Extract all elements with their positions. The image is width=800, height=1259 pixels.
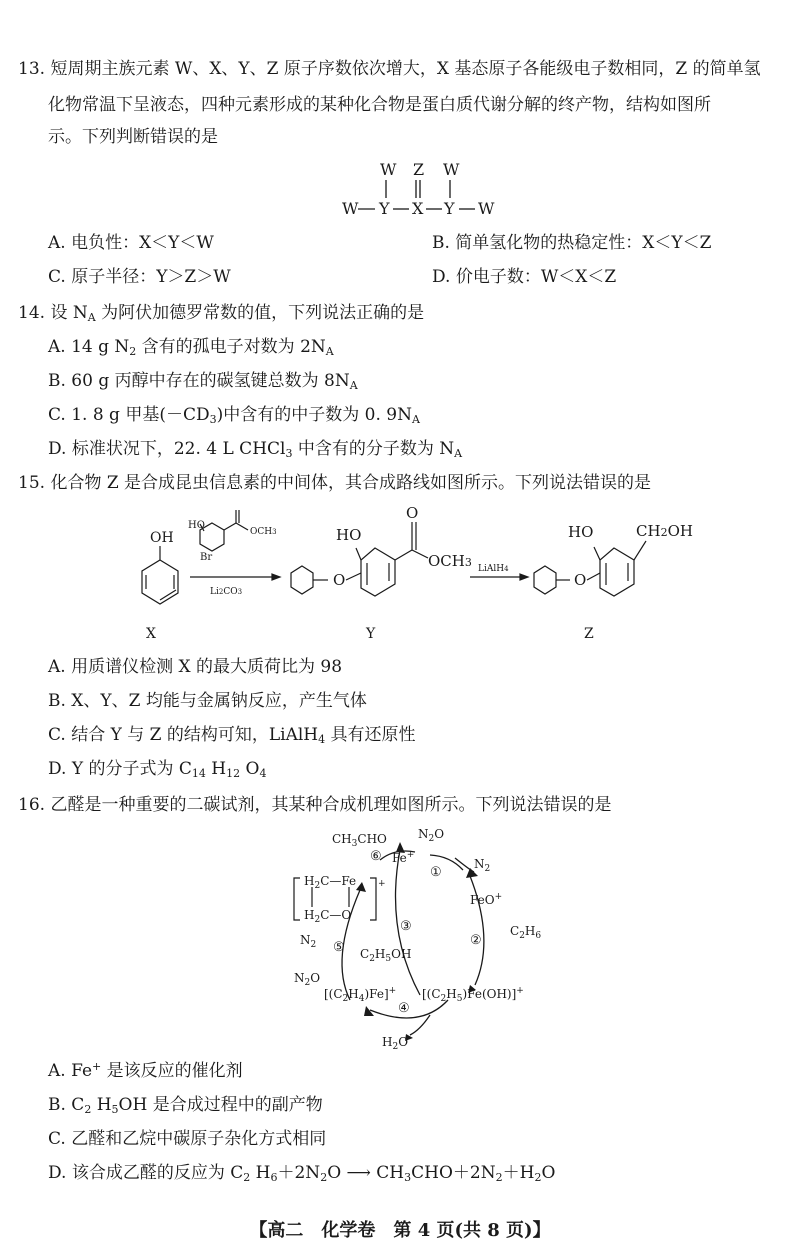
cycle-n2o-top: $N_2O$: [418, 827, 445, 844]
q16-option-c: C. 乙醛和乙烷中碳原子杂化方式相同: [48, 1129, 327, 1149]
q13-stem-line3: 示。下列判断错误的是: [48, 127, 218, 147]
q16-option-b: B. $C_2$ $H_5OH$ 是合成过程中的副产物: [48, 1095, 323, 1116]
q16-option-a: A. Fe+ 是该反应的催化剂: [48, 1060, 243, 1081]
step-4: ④: [398, 1001, 410, 1016]
q16-stem: 16. 乙醛是一种重要的二碳试剂，其某种合成机理如图所示。下列说法错误的是: [18, 795, 612, 815]
q13-structure: [342, 160, 495, 218]
struct-w-top-right: W: [443, 160, 460, 179]
q13-stem-line1: 13. 短周期主族元素 W、X、Y、Z 原子序数依次增大，X 基态原子各能级电子数相同，Z 的简单氢: [18, 59, 761, 79]
q14-option-c: C. 1. 8 g 甲基$(-CD_3)$中含有的中子数为 0. $9N_A$: [48, 405, 420, 426]
step-3: ③: [400, 919, 412, 934]
struct-w-left: W: [342, 199, 359, 218]
q15-scheme: [142, 504, 693, 642]
cycle-n2-right: $N_2$: [474, 857, 491, 874]
q14-option-b: B. 60 g 丙醇中存在的碳氢键总数为 $8N_A$: [48, 371, 358, 392]
cycle-fe-plus: Fe+: [392, 850, 415, 865]
label-z: Z: [584, 626, 594, 642]
y-carbonyl-o: O: [406, 504, 419, 522]
reagent-lialh4: LiAlH4: [478, 564, 509, 574]
x-oh: OH: [150, 530, 174, 546]
reagent-och3-small: OCH3: [250, 527, 277, 537]
q13-option-d: D. 价电子数：W＜X＜Z: [432, 267, 617, 287]
y-och3: OCH3: [428, 552, 472, 570]
step-5: ⑤: [333, 940, 345, 955]
reagent-br: Br: [200, 552, 213, 563]
ring-bottom: $H_2C—O$: [304, 908, 352, 925]
q16-option-d: D. 该合成乙醛的反应为 $C_2$ $H_6+2N_2O$ ⟶ $CH_3CHO+2N_2+H_2O$: [48, 1163, 556, 1184]
q14-stem: 14. 设 $N_A$ 为阿伏加德罗常数的值，下列说法正确的是: [18, 303, 425, 324]
q13-option-b: B. 简单氢化物的热稳定性：X＜Y＜Z: [432, 233, 712, 253]
q13-option-a: A. 电负性：X＜Y＜W: [48, 233, 214, 253]
struct-x: X: [412, 199, 424, 218]
struct-y-left: Y: [379, 199, 390, 218]
struct-w-top-left: W: [380, 160, 397, 179]
q13-stem-line2: 化物常温下呈液态，四种元素形成的某种化合物是蛋白质代谢分解的终产物，结构如图所: [48, 95, 711, 115]
q15-option-a: A. 用质谱仪检测 X 的最大质荷比为 98: [48, 657, 343, 677]
step-2: ②: [470, 933, 482, 948]
q16-cycle: [294, 827, 541, 1052]
struct-y-right: Y: [444, 199, 455, 218]
cycle-c2h6: $C_2H_6$: [510, 924, 542, 941]
cycle-intermediate-1: $[(C_2H_4)Fe]^+$: [324, 986, 397, 1004]
label-x: X: [146, 626, 156, 642]
cycle-feo-plus: FeO+: [470, 892, 503, 907]
cycle-h2o: $H_2O$: [382, 1035, 409, 1052]
z-ho: HO: [568, 523, 594, 541]
ring-top: $H_2C—Fe$: [304, 874, 357, 891]
struct-w-right: W: [478, 199, 495, 218]
struct-z-top: Z: [413, 160, 425, 179]
q15-stem: 15. 化合物 Z 是合成昆虫信息素的中间体，其合成路线如图所示。下列说法错误的是: [18, 473, 652, 493]
step-6: ⑥: [370, 849, 382, 864]
step-1: ①: [430, 865, 442, 880]
reagent-ho: HO: [188, 520, 205, 531]
q14-option-a: A. 14 g $N_2$ 含有的孤电子对数为 $2N_A$: [48, 337, 334, 358]
z-ether-o: O: [574, 571, 587, 589]
reagent-li2co3: Li2CO3: [210, 587, 243, 597]
ring-plus: +: [378, 879, 386, 889]
page-footer: 【高二 化学卷 第 4 页(共 8 页)】: [249, 1220, 551, 1241]
cycle-intermediate-2: $[(C_2H_5)Fe(OH)]^+$: [422, 986, 524, 1004]
q15-option-c: C. 结合 Y 与 Z 的结构可知，LiAlH$_4$ 具有还原性: [48, 725, 416, 746]
q14-option-d: D. 标准状况下，22. 4 L CHCl$_3$ 中含有的分子数为 $N_A$: [48, 439, 463, 460]
cycle-n2-left: $N_2$: [300, 933, 317, 950]
label-y: Y: [366, 626, 376, 642]
q15-option-d: D. Y 的分子式为 $C_{14}$ $H_{12}$ $O_4$: [48, 759, 267, 780]
cycle-n2o-left: $N_2O$: [294, 971, 321, 988]
q15-option-b: B. X、Y、Z 均能与金属钠反应，产生气体: [48, 691, 367, 711]
y-ether-o: O: [333, 571, 346, 589]
q13-option-c: C. 原子半径：Y＞Z＞W: [48, 267, 231, 287]
cycle-c2h5oh: $C_2H_5OH$: [360, 947, 412, 964]
y-ho: HO: [336, 526, 362, 544]
z-ch2oh: CH2OH: [636, 522, 693, 540]
cycle-ch3cho: $CH_3CHO$: [332, 832, 387, 849]
